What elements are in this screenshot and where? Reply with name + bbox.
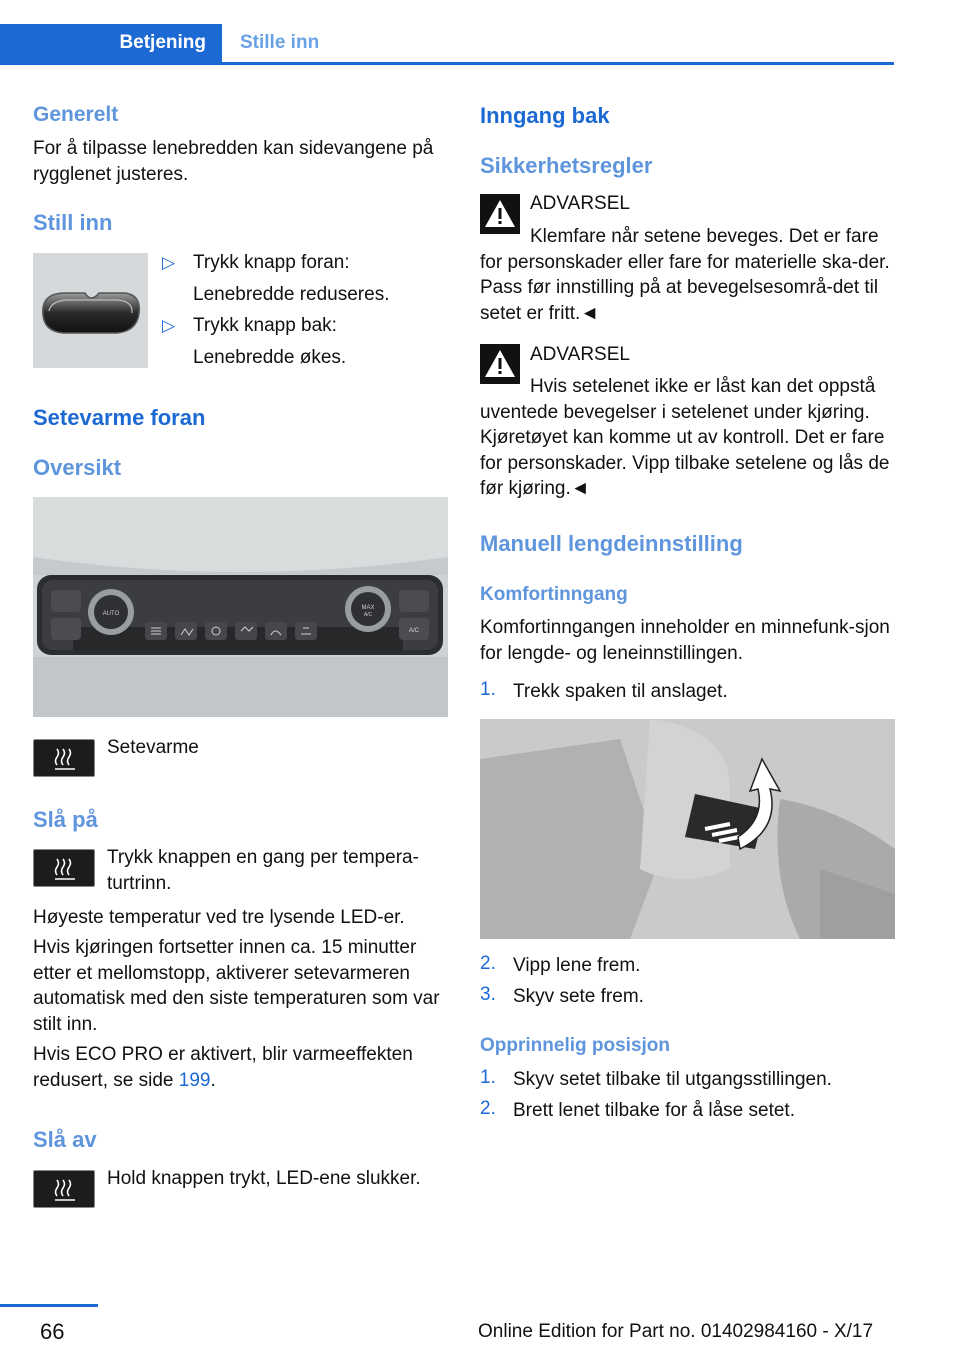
tab-stille-inn[interactable]: Stille inn <box>240 32 320 53</box>
inngang-bak-heading: Inngang bak <box>480 103 610 128</box>
manuell-heading: Manuell lengdeinnstilling <box>480 531 743 556</box>
still-inn-heading: Still inn <box>33 210 113 235</box>
step-number: 1. <box>480 679 496 700</box>
eco-text: Hvis ECO PRO er aktivert, blir varmeeffekten redusert, se side 199. <box>33 1044 413 1091</box>
step-number: 2. <box>480 953 496 974</box>
header-tabbar <box>0 24 894 65</box>
list-marker: ▷ <box>162 316 176 335</box>
generelt-heading: Generelt <box>33 103 119 126</box>
warning-1-text: Klemfare når setene beveges. Det er fare for personskader eller fare for materielle ska‐der. Pass før innstilling på at bevegelsesområ‐det til setet er fritt.◄ <box>480 226 890 324</box>
step-number: 1. <box>480 1067 496 1088</box>
list-marker: ▷ <box>162 253 176 272</box>
footer-rule <box>0 1304 98 1307</box>
step-text: Brett lenet tilbake for å låse setet. <box>513 1100 795 1121</box>
sla-av-heading: Slå av <box>33 1127 97 1152</box>
still-inn-item-1-sub: Lenebredde reduseres. <box>193 284 390 305</box>
setevarme-label: Setevarme <box>107 737 199 758</box>
generelt-text: For å tilpasse lenebredden kan sidevangene på rygglenet justeres. <box>33 138 434 185</box>
step-number: 3. <box>480 984 496 1005</box>
sla-pa-text: Trykk knappen en gang per tempera‐turtrinn. <box>107 847 419 894</box>
step-text: Vipp lene frem. <box>513 955 641 976</box>
ac-button-label: A/C <box>408 628 420 634</box>
page-number: 66 <box>40 1319 65 1344</box>
still-inn-item-2: Trykk knapp bak: <box>193 315 337 336</box>
edition-text: Online Edition for Part no. 01402984160 - X/17 <box>478 1321 874 1342</box>
step-text: Skyv sete frem. <box>513 986 644 1007</box>
seat-heating-icon <box>33 1170 95 1208</box>
tab-betjening[interactable]: Betjening <box>0 24 222 62</box>
sla-pa-heading: Slå på <box>33 807 98 832</box>
warning-1-title: ADVARSEL <box>530 193 630 214</box>
ac-label: A/C <box>363 612 373 618</box>
max-label: MAX <box>361 605 375 611</box>
step-number: 2. <box>480 1098 496 1119</box>
lumbar-button-image <box>33 253 148 368</box>
sla-av-text: Hold knappen trykt, LED-ene slukker. <box>107 1168 421 1189</box>
auto-label: AUTO <box>102 611 120 617</box>
page-link-199[interactable]: 199 <box>178 1069 211 1091</box>
seat-lever-image <box>480 719 895 939</box>
oversikt-heading: Oversikt <box>33 455 122 480</box>
seat-heating-icon <box>33 849 95 887</box>
hvis-kjoringen-text: Hvis kjøringen fortsetter innen ca. 15 minutter etter et mellomstopp, aktiverer setevarmeren automatisk med den siste temperaturen som var stilt inn. <box>33 937 440 1035</box>
still-inn-item-2-sub: Lenebredde økes. <box>193 347 347 368</box>
step-text: Skyv setet tilbake til utgangsstillingen. <box>513 1069 832 1090</box>
setevarme-heading: Setevarme foran <box>33 405 206 430</box>
warning-2-text: Hvis setelenet ikke er låst kan det oppstå uventede bevegelser i setelenet under kjøring. Kjøretøyet kan komme ut av kontroll. Det er fare for personskader. Vipp tilbake setelene og lås de før kjøring.◄ <box>480 376 890 499</box>
komfort-heading: Komfortinngang <box>480 584 628 605</box>
opprinnelig-heading: Opprinnelig posisjon <box>480 1035 670 1056</box>
seat-heating-icon <box>33 739 95 777</box>
hoyeste-text: Høyeste temperatur ved tre lysende LED-er. <box>33 907 405 928</box>
komfort-text: Komfortinngangen inneholder en minnefunk‐sjon for lengde- og leneinnstillingen. <box>480 617 890 664</box>
step-text: Trekk spaken til anslaget. <box>513 681 728 702</box>
climate-panel-image <box>33 497 448 717</box>
still-inn-item-1: Trykk knapp foran: <box>193 252 350 273</box>
sikkerhet-heading: Sikkerhetsregler <box>480 153 653 178</box>
warning-2-title: ADVARSEL <box>530 344 630 365</box>
